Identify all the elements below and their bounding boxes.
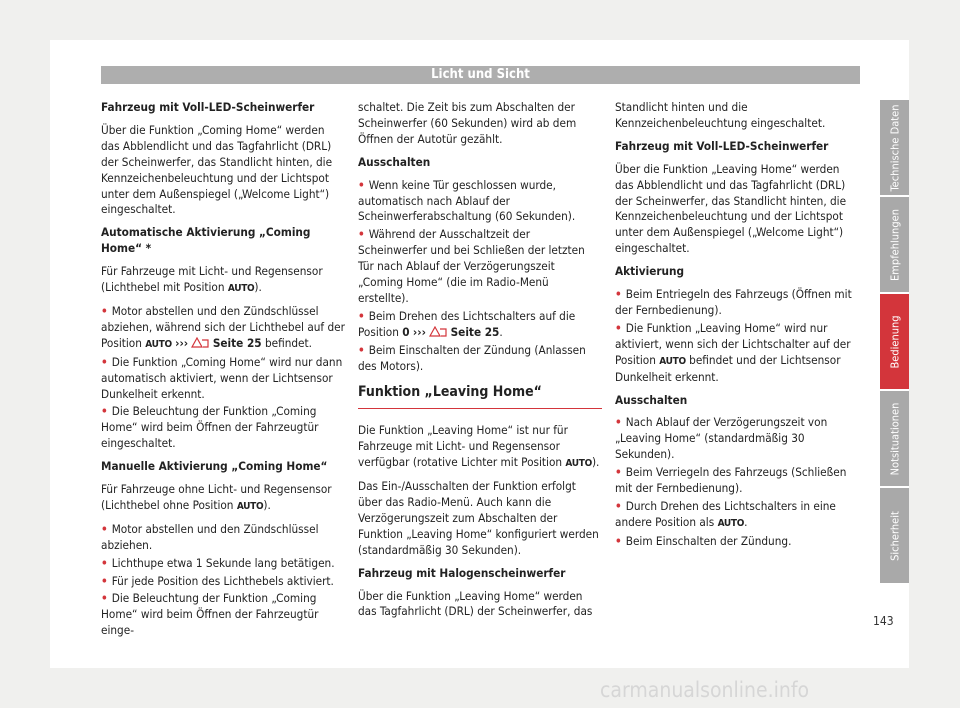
auto-icon: AUTO: [227, 283, 255, 295]
section-heading-leaving-home: Funktion „Leaving Home“: [358, 385, 602, 410]
bullet-icon: •: [358, 227, 365, 242]
text: befindet und der Lichtsensor Dunkelheit erkennt.: [615, 352, 841, 384]
tab-label: Sicherheit: [888, 510, 901, 561]
auto-icon: AUTO: [565, 458, 592, 470]
paragraph-radio-menu: Das Ein-/Ausschalten der Funktion erfolgt über das Radio-Menü. Auch kann die Verzögerungszeit zum Abschalten der Funktion „Leaving Home“ konfiguriert werden (standardmäßig 30 Sekunden).: [358, 479, 599, 557]
list-item: [615, 321, 861, 386]
tab-notsituationen[interactable]: [880, 391, 909, 486]
arrows-icon: ›››: [175, 335, 189, 350]
bullet-icon: •: [101, 354, 108, 369]
text: Während der Ausschaltzeit der Scheinwerfer und bei Schließen der letzten Tür nach Ablauf der Verzögerungszeit „Coming Home“ (die im Radio-Menü erstellte).: [358, 227, 585, 305]
text: .: [744, 514, 748, 529]
paragraph-continuation: schaltet. Die Zeit bis zum Abschalten der Scheinwerfer (60 Sekunden) wird ab dem Öffnen der Autotür gezählt.: [358, 100, 577, 146]
list-item: [615, 499, 861, 532]
bullet-icon: •: [358, 308, 365, 323]
page-link-25[interactable]: Seite 25: [450, 324, 500, 339]
text: Beim Entriegeln des Fahrzeugs (Öffnen mit der Fernbedienung).: [615, 287, 852, 317]
list-item: [101, 355, 345, 403]
auto-icon: AUTO: [236, 500, 264, 512]
bullet-icon: •: [358, 342, 365, 357]
tab-label: Notsituationen: [888, 402, 901, 475]
text: Durch Drehen des Lichtschalters in eine andere Position als: [615, 498, 836, 529]
bullet-icon: •: [615, 287, 622, 302]
subheading-voll-led: Fahrzeug mit Voll-LED-Scheinwerfer: [615, 138, 829, 153]
text: Für jede Position des Lichthebels aktiviert.: [111, 573, 334, 588]
text: .: [499, 324, 503, 339]
text: Motor abstellen und den Zündschlüssel abziehen.: [101, 521, 319, 552]
text: Die Beleuchtung der Funktion „Coming Home“ wird beim Öffnen der Fahrzeugtür einge-: [101, 591, 319, 638]
auto-icon: AUTO: [717, 517, 745, 529]
subheading-switch-off: Ausschalten: [358, 154, 431, 169]
bullet-icon: •: [615, 415, 622, 430]
text: Wenn keine Tür geschlossen wurde, automatisch nach Ablauf der Scheinwerferabschaltung (60 Sekunden).: [358, 177, 576, 224]
list-item: [101, 574, 345, 590]
text: Für Fahrzeuge mit Licht- und Regensensor (Lichthebel mit Position: [101, 264, 323, 295]
auto-icon: AUTO: [145, 338, 172, 350]
bullet-icon: •: [101, 521, 108, 536]
subheading-activation: Aktivierung: [615, 264, 685, 279]
paragraph-leaving-home-intro: [358, 423, 602, 472]
text: Beim Einschalten der Zündung (Anlassen des Motors).: [358, 342, 586, 373]
text: Motor abstellen und den Zündschlüssel abziehen, während sich der Lichthebel auf der Position: [101, 303, 345, 350]
text: Lichthupe etwa 1 Sekunde lang betätigen.: [111, 555, 335, 570]
tab-technische-daten[interactable]: [880, 100, 909, 195]
text: Die Funktion „Coming Home“ wird nur dann automatisch aktiviert, wenn der Lichtsensor Dunkelheit erkennt.: [101, 354, 343, 401]
text: Die Beleuchtung der Funktion „Coming Home“ wird beim Öffnen der Fahrzeugtür eingeschaltet.: [101, 404, 319, 451]
list-item: [615, 415, 861, 463]
light-switch-icon: 0: [402, 324, 410, 339]
text: Nach Ablauf der Verzögerungszeit von „Leaving Home“ (standardmäßig 30 Sekunden).: [615, 415, 828, 462]
column-right: [615, 100, 861, 552]
tab-label: Technische Daten: [888, 103, 901, 192]
subheading-halogen: Fahrzeug mit Halogenscheinwerfer: [358, 565, 566, 580]
list-item: [615, 534, 861, 550]
column-left: [101, 100, 345, 641]
text: Beim Verriegeln des Fahrzeugs (Schließen mit der Fernbedienung).: [615, 465, 847, 496]
bullet-icon: •: [615, 533, 622, 548]
text: ).: [263, 497, 271, 512]
subheading-voll-led: Fahrzeug mit Voll-LED-Scheinwerfer: [101, 100, 315, 114]
list-item: [358, 343, 602, 375]
paragraph-manual-sensor: [101, 482, 345, 515]
list-item: [358, 178, 602, 226]
paragraph-coming-home-intro: Über die Funktion „Coming Home“ werden das Abblendlicht und das Tagfahrlicht (DRL) der Scheinwerfer, das Standlicht hinten, die Kennzeichenbeleuchtung und der Lichtspot unter dem Außenspiegel („Welcome Light“) eingeschaltet.: [101, 122, 333, 217]
list-item: [101, 556, 345, 572]
list-item: [615, 465, 861, 497]
bullet-icon: •: [358, 177, 365, 192]
list-item: [358, 227, 602, 307]
bullet-icon: •: [615, 498, 622, 513]
bullet-icon: •: [615, 465, 622, 480]
subheading-switch-off: Ausschalten: [615, 392, 688, 407]
bullet-icon: •: [101, 303, 108, 318]
bullet-icon: •: [101, 573, 108, 588]
text: befindet.: [264, 335, 312, 350]
list-item: [101, 522, 345, 554]
text: Beim Drehen des Lichtschalters auf die Position: [358, 308, 576, 339]
subheading-automatic-activation: Automatische Aktivierung „Coming Home“ *: [101, 225, 311, 256]
page-header: Licht und Sicht: [101, 66, 860, 84]
text: Für Fahrzeuge ohne Licht- und Regensensor (Lichthebel ohne Position: [101, 482, 332, 512]
list-item: [358, 309, 602, 341]
column-middle: [358, 100, 602, 627]
page-link-25[interactable]: Seite 25: [212, 335, 262, 350]
auto-icon: AUTO: [659, 355, 686, 367]
warning-icon: [191, 337, 209, 348]
text: Beim Einschalten der Zündung.: [625, 533, 792, 548]
text: ).: [254, 280, 262, 295]
tab-label: Bedienung: [888, 314, 901, 369]
warning-icon: [429, 326, 447, 337]
tab-empfehlungen[interactable]: [880, 197, 909, 292]
paragraph-halogen: Über die Funktion „Leaving Home“ werden das Tagfahrlicht (DRL) der Scheinwerfer, das: [358, 588, 593, 619]
tab-sicherheit[interactable]: [880, 488, 909, 583]
watermark: carmanualsonline.info: [600, 678, 810, 702]
bullet-icon: •: [101, 404, 108, 419]
text: Die Funktion „Leaving Home“ wird nur aktiviert, wenn sich der Lichtschalter auf der Position: [615, 320, 851, 367]
list-item: [101, 404, 345, 452]
subheading-manual-activation: Manuelle Aktivierung „Coming Home“: [101, 459, 328, 474]
text: Die Funktion „Leaving Home“ ist nur für Fahrzeuge mit Licht- und Regensensor verfügbar (rotative Lichter mit Position: [358, 423, 568, 470]
paragraph-continuation: Standlicht hinten und die Kennzeichenbeleuchtung eingeschaltet.: [615, 100, 826, 130]
paragraph-auto-sensor: [101, 264, 345, 297]
list-item: [615, 287, 861, 319]
text: ).: [591, 455, 600, 470]
arrows-icon: ›››: [412, 324, 426, 339]
page-number: 143: [873, 614, 894, 628]
tab-bedienung[interactable]: [880, 294, 909, 389]
list-item: [101, 591, 345, 639]
bullet-icon: •: [101, 555, 108, 570]
list-item: [101, 304, 345, 353]
bullet-icon: •: [101, 591, 108, 606]
paragraph-leaving-home-led: Über die Funktion „Leaving Home“ werden das Abblendlicht und das Tagfahrlicht (DRL) der Scheinwerfer, das Standlicht hinten, die Kennzeichenbeleuchtung und der Lichtspot unter dem Außenspiegel („Welcome Light“) eingeschaltet.: [615, 161, 847, 256]
tab-label: Empfehlungen: [888, 208, 901, 281]
bullet-icon: •: [615, 320, 622, 335]
